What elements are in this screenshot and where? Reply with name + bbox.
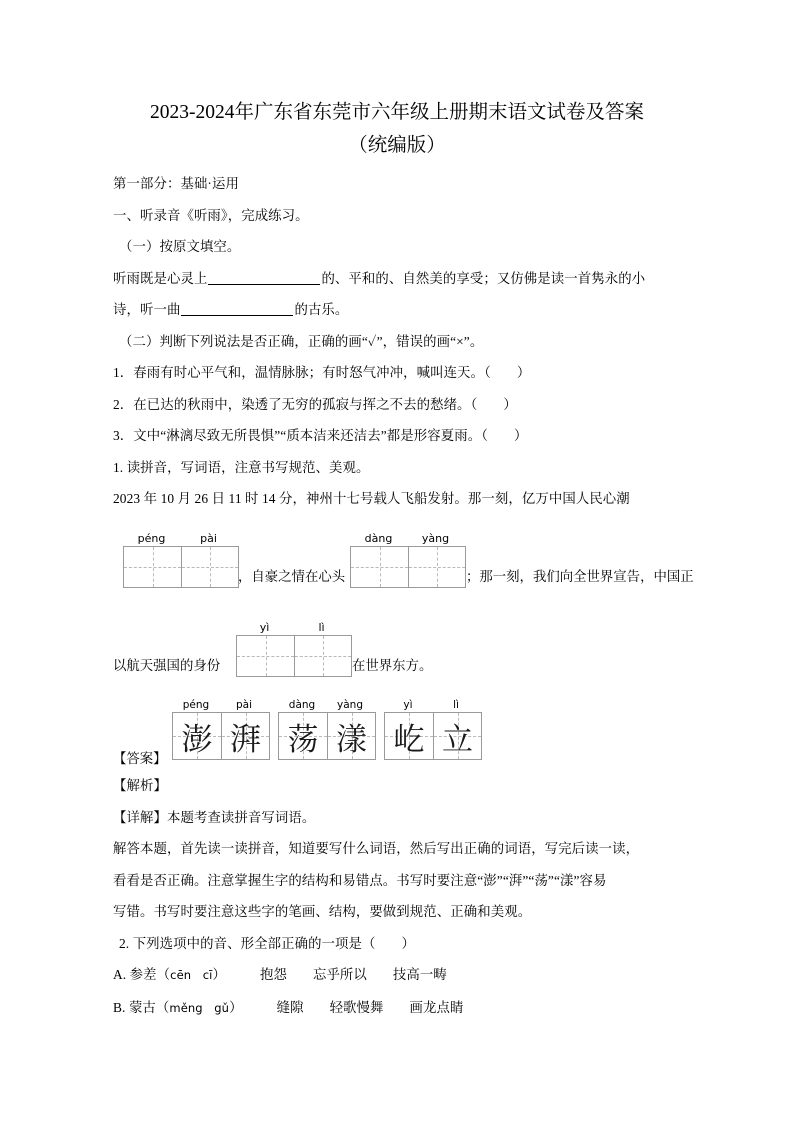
question-1-passage-line1: 2023 年 10 月 26 日 11 时 14 分，神州十七号载人飞船发射。那一刻，亿万中国人民心潮 (113, 491, 630, 506)
tian-zi-ge-cell[interactable] (294, 636, 351, 676)
section-header: 第一部分：基础·运用 (113, 176, 239, 191)
writing-grid-row-1 (123, 531, 239, 588)
pinyin-cell: péng (182, 699, 210, 711)
q1-line3-start-text: 以航天强国的身份 (113, 658, 221, 673)
pinyin-cell: yàng (421, 532, 450, 545)
judgement-2-text: 2．在已达的秋雨中，染透了无穷的孤寂与挥之不去的愁绪。（ (113, 396, 478, 412)
q1-line2-mid-text: ，自豪之情在心头 (238, 569, 346, 584)
answer-character: 屹 (393, 721, 425, 758)
choice-word: 蒙古（ (128, 999, 170, 1015)
grid-yili-answer (384, 698, 482, 760)
grid-dangyang-blank[interactable] (350, 531, 466, 588)
pinyin-cell: yì (403, 699, 413, 711)
fill-text-b: 的、平和的、自然美的享受；又仿佛是读一首隽永的小 (321, 270, 646, 286)
question-2-stem (113, 928, 681, 960)
pinyin-cell: lì (318, 621, 325, 634)
choice-item: 忘乎所以 (312, 967, 367, 982)
answer-character: 澎 (181, 721, 213, 758)
question-2-stem-close: ） (401, 935, 416, 951)
explanation-block (113, 770, 681, 1024)
question-one-heading: 一、听录音《听雨》，完成练习。 (113, 207, 309, 223)
grid-pengpai-blank[interactable] (123, 531, 239, 588)
tian-zi-ge-box[interactable] (236, 635, 352, 677)
detail-label: 【详解】 (113, 809, 167, 825)
fill-blank-2[interactable] (181, 301, 293, 316)
pinyin-cell: dàng (288, 699, 316, 711)
pinyin-row (123, 531, 239, 546)
page-title-line1: 2023-2024年广东省东莞市六年级上册期末语文试卷及答案 (150, 102, 644, 123)
choice-letter: B. (113, 999, 126, 1015)
tian-zi-ge-cell[interactable] (237, 636, 294, 676)
page-title (113, 96, 681, 162)
answer-character: 漾 (336, 721, 367, 758)
writing-grid-row-3 (236, 620, 352, 677)
choice-letter: A. (113, 967, 127, 982)
detail-text: 本题考查读拼音写词语。 (166, 809, 316, 825)
choice-item: 技高一畴 (392, 967, 447, 982)
choice-word-close: ） (229, 999, 243, 1015)
answer-character: 荡 (287, 721, 319, 758)
analysis-label: 【解析】 (113, 778, 167, 793)
writing-grid-row-2 (350, 531, 466, 588)
judgement-3-text: 3．文中“淋漓尽致无所畏惧”“质本洁来还洁去”都是形容夏雨。（ (113, 428, 489, 443)
grid-dangyang-answer (278, 698, 376, 760)
pinyin-cell: pài (235, 699, 253, 711)
judgement-2-close: ） (503, 396, 517, 412)
pinyin-cell: péng (137, 532, 166, 545)
sub-question-one: （一）按原文填空。 (119, 239, 241, 254)
tian-zi-ge-cell (327, 713, 375, 759)
explanation-line-1: 解答本题，首先读一读拼音，知道要写什么词语，然后写出正确的词语，写完后读一读， (113, 841, 640, 856)
tian-zi-ge-box[interactable] (350, 546, 466, 588)
choice-pinyin: měng gǔ (169, 1000, 230, 1015)
explanation-line-2: 看看是否正确。注意掌握生字的结构和易错点。书写时要注意“澎”“湃”“荡”“漾”容易 (113, 872, 607, 888)
grid-yili-blank[interactable] (236, 620, 352, 677)
pinyin-row (236, 620, 352, 635)
grid-pengpai-answer (172, 698, 270, 760)
choice-item: 轻歌慢舞 (329, 999, 384, 1015)
answer-character: 湃 (230, 721, 261, 758)
tian-zi-ge-cell (433, 713, 481, 759)
pinyin-cell: yàng (337, 699, 363, 711)
pinyin-cell: dàng (364, 532, 393, 545)
tian-zi-ge-cell[interactable] (351, 547, 408, 587)
q1-line2-end-text: ；那一刻，我们向全世界宣告，中国正 (466, 569, 694, 584)
judgement-3-close: ） (514, 428, 528, 443)
judgement-item-2 (113, 389, 681, 421)
choice-option-a[interactable] (113, 959, 681, 992)
tian-zi-ge-box (384, 712, 482, 760)
tian-zi-ge-cell[interactable] (408, 547, 465, 587)
tian-zi-ge-box[interactable] (123, 546, 239, 588)
pinyin-row (350, 531, 466, 546)
tian-zi-ge-cell (279, 713, 327, 759)
choice-word: 参差（ (129, 967, 171, 982)
pinyin-row (384, 698, 482, 712)
fill-text-d: 的古乐。 (294, 302, 349, 317)
tian-zi-ge-cell (385, 713, 433, 759)
answer-character: 立 (442, 721, 473, 758)
fill-blank-paragraph (113, 263, 681, 295)
fill-blank-1[interactable] (208, 270, 320, 285)
tian-zi-ge-cell (221, 713, 269, 759)
answer-label: 【答案】 (113, 751, 167, 766)
judgement-item-1 (113, 357, 681, 389)
pinyin-cell: pài (200, 532, 217, 545)
question-2-stem-text: 2. 下列选项中的音、形全部正确的一项是（ (119, 935, 376, 951)
answer-grid-strip (172, 698, 482, 760)
fill-text-a: 听雨既是心灵上 (113, 270, 208, 286)
tian-zi-ge-cell (173, 713, 221, 759)
page-title-line2: （统编版） (348, 135, 446, 156)
choice-item: 缝隙 (276, 999, 304, 1015)
fill-blank-paragraph-cont (113, 294, 681, 326)
pinyin-cell: lì (453, 699, 459, 711)
explanation-line-3: 写错。书写时要注意这些字的笔画、结构，要做到规范、正确和美观。 (113, 904, 532, 919)
choice-word-close: ） (212, 967, 226, 982)
tian-zi-ge-box (278, 712, 376, 760)
judgement-1-text: 1．春雨有时心平气和，温情脉脉；有时怒气冲冲，喊叫连天。（ (113, 365, 491, 380)
page-content (113, 96, 681, 515)
q1-line3-end-text: 在世界东方。 (352, 658, 433, 673)
choice-option-b[interactable] (113, 992, 681, 1025)
choice-item: 画龙点睛 (409, 999, 464, 1015)
choice-item: 抱怨 (259, 967, 287, 982)
pinyin-row (172, 698, 270, 712)
judgement-item-3 (113, 420, 681, 452)
tian-zi-ge-cell[interactable] (124, 547, 181, 587)
sub-question-two: （二）判断下列说法是否正确，正确的画“✓”，错误的画“×”。 (119, 333, 484, 349)
detail-paragraph (113, 802, 681, 834)
tian-zi-ge-cell[interactable] (181, 547, 238, 587)
pinyin-cell: yì (259, 621, 270, 634)
judgement-1-close: ） (516, 365, 531, 380)
fill-text-c: 诗，听一曲 (113, 302, 181, 317)
tian-zi-ge-box (172, 712, 270, 760)
question-1-stem: 1. 读拼音，写词语，注意书写规范、美观。 (113, 459, 370, 475)
choice-pinyin: cēn cī (170, 968, 213, 982)
pinyin-row (278, 698, 376, 712)
